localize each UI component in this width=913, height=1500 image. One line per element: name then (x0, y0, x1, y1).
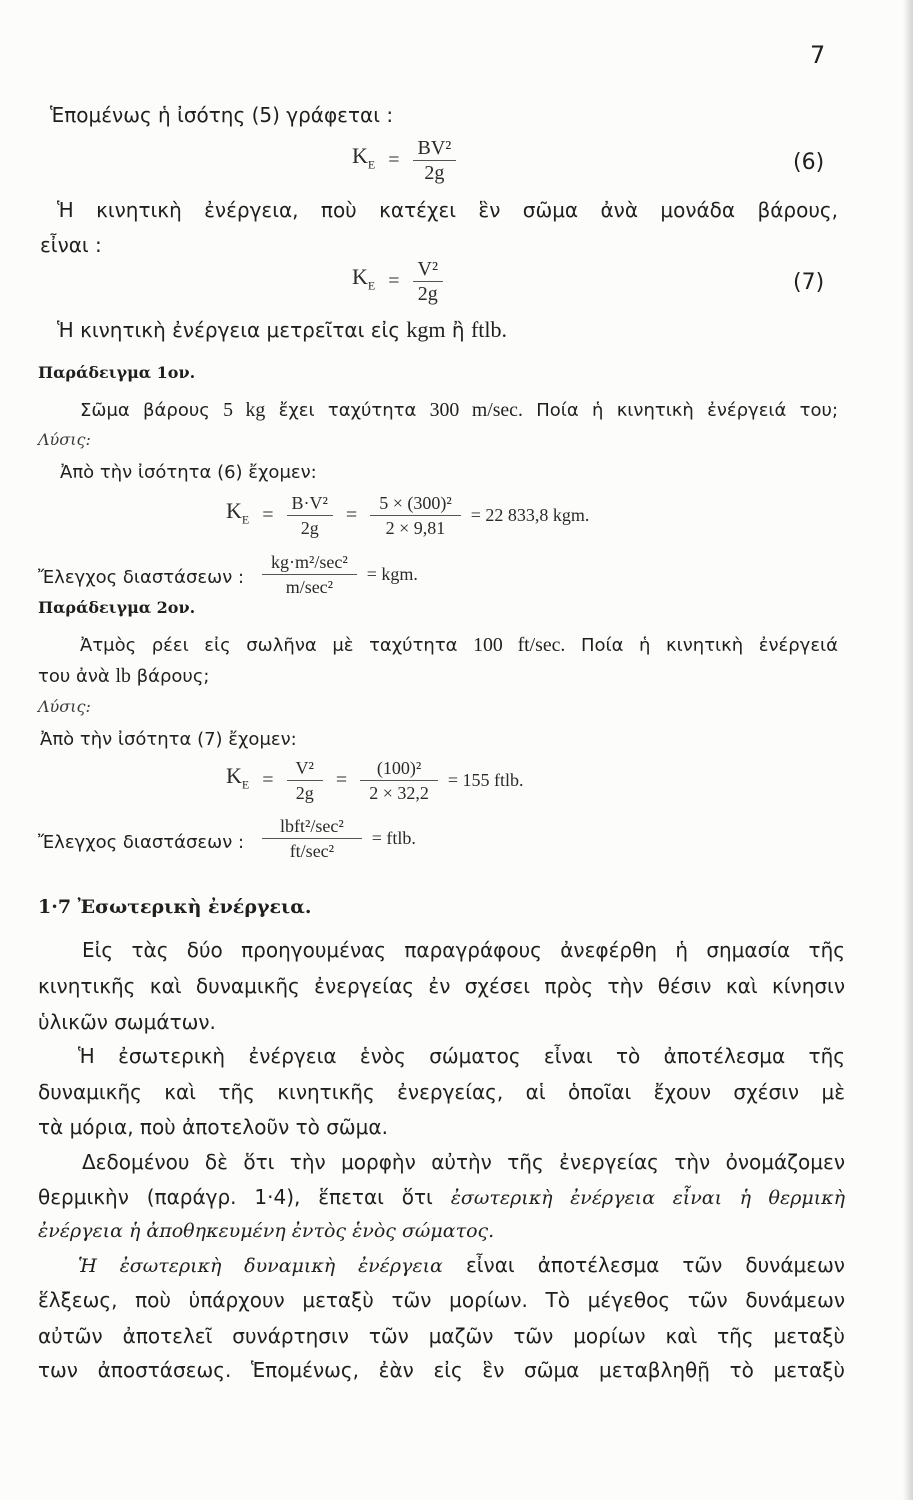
example-1-formula (226, 487, 589, 543)
eq7-symbol: $K_E$ (352, 263, 376, 293)
example-1-check-formula (262, 546, 418, 602)
section-heading: 1·7 Ἐσωτερικὴ ἐνέργεια. (38, 896, 312, 918)
ex1-result: = 22 833,8 kgm. (470, 504, 590, 525)
ex2-denominator-1: 2g (287, 780, 323, 805)
eq6-symbol: $K_E$ (352, 142, 376, 172)
eq7-tag: (7) (793, 270, 825, 295)
example-2-solution-label: Λύσις: (38, 697, 91, 716)
ex2-numerator-2: (100)² (376, 757, 422, 778)
paragraph-4-plain-text: εἶναι ἀποτέλεσμα τῶν δυνάμεων (442, 1253, 845, 1277)
ex1-speed-value: 300 m/sec. (429, 399, 523, 421)
eq6-denominator: 2g (413, 160, 457, 185)
paragraph-1-line: ὑλικῶν σωμάτων. (38, 1010, 216, 1034)
eq7-numerator: V² (417, 257, 438, 280)
ex1-subscript: E (241, 512, 250, 527)
ex1-numerator-2: 5 × (300)² (379, 492, 452, 513)
ex2-unit-lb: lb (115, 665, 131, 687)
ex1-equals-2: = (345, 503, 358, 526)
equation-7 (352, 253, 443, 309)
ex2-symbol: $K_E$ (226, 762, 250, 792)
intro-line: Ἑπομένως ἡ ἰσότης (5) γράφεται : (50, 103, 394, 127)
example-1-solution-label: Λύσις: (38, 430, 91, 449)
ex2-numerator-1: V² (295, 757, 314, 778)
ex1-fraction-2 (370, 491, 461, 540)
ex2-speed-value: 100 ft/sec. (473, 634, 566, 656)
eq7-equals: = (388, 269, 400, 292)
ex1-check-result: = kgm. (366, 563, 418, 584)
example-2-problem-line-1 (80, 630, 838, 661)
ex2-fraction-2 (360, 756, 438, 805)
ex2-problem-text: Ἀτμὸς ρέει εἰς σωλῆνα μὲ ταχύτητα (80, 635, 474, 656)
paragraph-4-line: των ἀποστάσεως. Ἑπομένως, ἐὰν εἰς ἓν σῶμα μεταβληθῇ τὸ μεταξὺ (38, 1358, 845, 1382)
example-2-check-label: Ἔλεγχος διαστάσεων : (38, 832, 245, 853)
units-line (57, 315, 507, 345)
ex2-check-denominator: ft/sec² (262, 838, 362, 863)
ex1-check-fraction (262, 550, 357, 599)
ex1-problem-question: Ποία ἡ κινητικὴ ἐνέργειά του; (522, 400, 839, 421)
kinetic-per-weight-line-2: εἶναι : (40, 233, 102, 257)
units-or: ἢ (445, 318, 471, 342)
eq7-denominator: 2g (413, 281, 443, 306)
eq6-equals: = (388, 148, 400, 171)
ex2-denominator-2: 2 × 32,2 (360, 780, 438, 805)
paragraph-4-line: αὐτῶν ἀποτελεῖ συνάρτησιν τῶν μαζῶν τῶν μορίων καὶ τῆς μεταξὺ (38, 1324, 845, 1348)
ex1-problem-text: Σῶμα βάρους (80, 400, 224, 421)
ex1-denominator-2: 2 × 9,81 (370, 515, 461, 540)
paragraph-2-line: τὰ μόρια, ποὺ ἀποτελοῦν τὸ σῶμα. (38, 1115, 388, 1139)
paragraph-2-line: Ἡ ἐσωτερικὴ ἐνέργεια ἑνὸς σώματος εἶναι τὸ ἀποτέλεσμα τῆς (78, 1044, 845, 1068)
ex1-problem-text: ἔχει ταχύτητα (265, 400, 430, 421)
equation-6 (352, 132, 456, 188)
units-text: Ἡ κινητικὴ ἐνέργεια μετρεῖται εἰς (57, 318, 407, 342)
paragraph-3-italic-text: ἐσωτερικὴ ἐνέργεια εἶναι ἡ θερμικὴ (450, 1187, 845, 1209)
example-1-problem (80, 395, 838, 426)
ex2-check-result: = ftlb. (371, 827, 416, 848)
unit-ftlb: ftlb. (470, 317, 507, 342)
ex1-check-denominator: m/sec² (262, 574, 357, 599)
eq6-subscript: E (367, 157, 376, 172)
ex1-numerator-1: B·V² (291, 492, 328, 513)
ex2-problem-question: Ποία ἡ κινητικὴ ἐνέργειά (565, 635, 838, 656)
ex1-equals-1: = (262, 503, 274, 526)
kinetic-per-weight-line-1: Ἡ κινητικὴ ἐνέργεια, ποὺ κατέχει ἓν σῶμα ἀνὰ μονάδα βάρους, (57, 198, 838, 222)
eq6-fraction (413, 136, 457, 185)
ex2-equals-1: = (262, 768, 274, 791)
ex2-equals-2: = (335, 768, 348, 791)
paragraph-4-line: ἕλξεως, ποὺ ὑπάρχουν μεταξὺ τῶν μορίων. Τὸ μέγεθος τῶν δυνάμεων (38, 1288, 845, 1312)
eq7-fraction (413, 257, 443, 306)
paragraph-1-line: κινητικῆς καὶ δυναμικῆς ἐνεργείας ἐν σχέσει πρὸς τὴν θέσιν καὶ κίνησιν (38, 974, 845, 998)
example-2-problem-line-2 (38, 661, 209, 692)
eq6-numerator: BV² (417, 136, 452, 159)
paragraph-1-line: Εἰς τὰς δύο προηγουμένας παραγράφους ἀνεφέρθη ἡ σημασία τῆς (82, 938, 845, 962)
ex1-fraction-1 (287, 491, 333, 540)
example-1-check-label: Ἔλεγχος διαστάσεων : (38, 567, 245, 588)
eq7-subscript: E (367, 278, 376, 293)
paragraph-3-line (38, 1182, 845, 1213)
eq6-tag: (6) (793, 150, 825, 175)
paragraph-3-italic-text: ἐνέργεια ἡ ἀποθηκευμένη ἐντὸς ἑνὸς σώματος. (38, 1220, 495, 1242)
example-2-from-equation: Ἀπὸ τὴν ἰσότητα (7) ἔχομεν: (40, 729, 297, 750)
paragraph-4-italic-text: Ἡ ἐσωτερικὴ δυναμικὴ ἐνέργεια (78, 1255, 443, 1277)
example-1-from-equation: Ἀπὸ τὴν ἰσότητα (6) ἔχομεν: (60, 462, 317, 483)
example-2-check-formula (262, 810, 416, 866)
ex2-check-numerator: lbft²/sec² (280, 815, 344, 836)
example-2-heading: Παράδειγμα 2ον. (38, 598, 196, 617)
example-2-formula (226, 752, 524, 808)
paragraph-3-line: Δεδομένου δὲ ὅτι τὴν μορφὴν αὐτὴν τῆς ἐνεργείας τὴν ὀνομάζομεν (82, 1150, 845, 1174)
paragraph-2-line: δυναμικῆς καὶ τῆς κινητικῆς ἐνεργείας, αἱ ὁποῖαι ἔχουν σχέσιν μὲ (38, 1080, 845, 1104)
ex2-check-fraction (262, 814, 362, 863)
ex2-subscript: E (241, 777, 250, 792)
ex1-weight-value: 5 kg (223, 399, 266, 421)
paragraph-3-line (38, 1215, 494, 1246)
page-number: 7 (810, 41, 826, 69)
ex2-result: = 155 ftlb. (447, 769, 524, 790)
ex1-denominator-1: 2g (287, 515, 333, 540)
ex1-check-numerator: kg·m²/sec² (271, 551, 348, 572)
ex1-symbol: $K_E$ (226, 497, 250, 527)
ex2-fraction-1 (287, 756, 323, 805)
example-1-heading: Παράδειγμα 1ον. (38, 363, 196, 382)
ex2-problem-text: βάρους; (130, 666, 210, 687)
ex2-problem-text: του ἀνὰ (38, 666, 116, 687)
paragraph-4-line (78, 1250, 845, 1281)
unit-kgm: kgm (406, 317, 446, 342)
page-edge-shadow (903, 0, 913, 1500)
paragraph-3-plain-text: θερμικὴν (παράγρ. 1·4), ἕπεται ὅτι (38, 1185, 451, 1209)
